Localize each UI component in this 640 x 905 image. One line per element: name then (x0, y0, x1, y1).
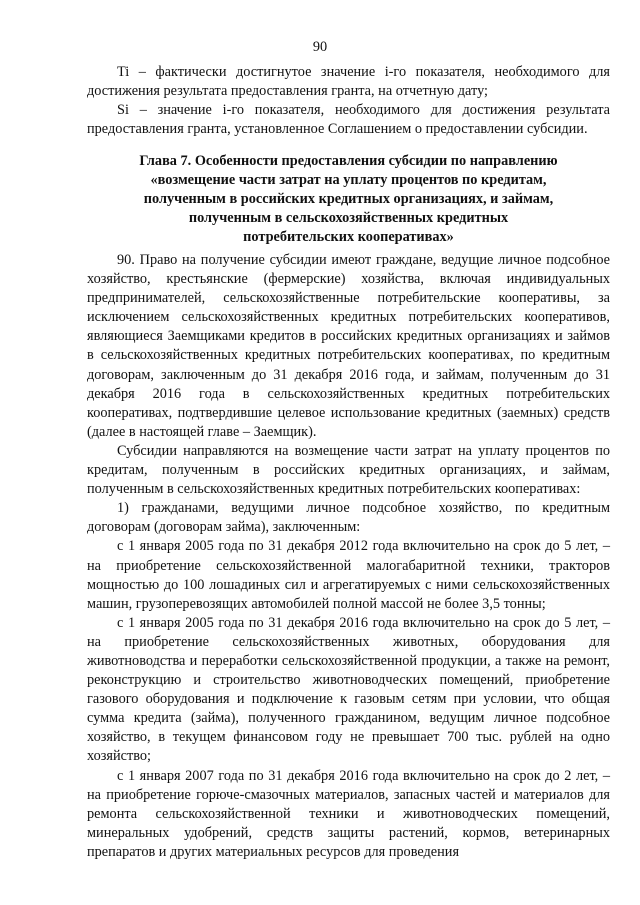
list-subitem-2005-2012: с 1 января 2005 года по 31 декабря 2012 года включительно на срок до 5 лет, – на приобретение сельскохозяйственной малогабаритной техники, тракторов мощностью до 100 лошадиных сил и агрегатируемых с ними сельскохозяйственных машин, грузоперевозящих автомобилей полной массой не более 3,5 тонны; (87, 538, 610, 612)
chapter-heading-line: полученным в российских кредитных организациях, и займам, (143, 191, 554, 208)
definitions-block (87, 63, 610, 139)
chapter-heading-line: Глава 7. Особенности предоставления субсидии по направлению (139, 153, 558, 169)
paragraph-90-eligibility: 90. Право на получение субсидии имеют граждане, ведущие личное подсобное хозяйство, крестьянские (фермерские) хозяйства, включая индивидуальных предпринимателей, сельскохозяйственные потребительские кооперативы, за исключением сельскохозяйственных кредитных потребительских кооперативов, являющиеся Заемщиками кредитов в российских кредитных организациях и займов в сельскохозяйственных кредитных потребительских кооперативах, по кредитным договорам, заключенным до 31 декабря 2016 года, и займам, полученным до 31 декабря 2016 года в сельскохозяйственных кредитных потребительских кооперативах, подтвердившие целевое использование кредитных (заемных) средств (далее в настоящей главе – Заемщик). (87, 252, 610, 440)
chapter-heading-line: потребительских кооперативах» (243, 229, 454, 246)
body-text (87, 251, 610, 862)
list-subitem-2005-2016: с 1 января 2005 года по 31 декабря 2016 года включительно на срок до 5 лет, – на приобретение сельскохозяйственных животных, оборудования для животноводства и переработки сельскохозяйственной продукции, а также на ремонт, реконструкцию и строительство животноводческих помещений, приобретение газового оборудования и подключение к газовым сетям при условии, что общая сумма кредита (займа), полученного гражданином, ведущим личное подсобное хозяйство, в текущем финансовом году не превышает 700 тыс. рублей на одно хозяйство; (87, 614, 610, 765)
page-number: 90 (312, 39, 328, 55)
list-item-1-citizens: 1) гражданами, ведущими личное подсобное хозяйство, по кредитным договорам (договорам займа), заключенным: (87, 500, 610, 536)
definition-si: Si – значение i-го показателя, необходимого для достижения результата предоставления гранта, установленное Соглашением о предоставлении субсидии. (87, 102, 610, 138)
paragraph-subsidy-purpose: Субсидии направляются на возмещение части затрат на уплату процентов по кредитам, полученным в российских кредитных организациях, и займам, полученным в сельскохозяйственных кредитных потребительских кооперативах: (87, 442, 610, 498)
definition-ti: Ti – фактически достигнутое значение i-го показателя, необходимого для достижения результата предоставления гранта, на отчетную дату; (87, 64, 610, 100)
list-subitem-2007-2016: с 1 января 2007 года по 31 декабря 2016 года включительно на срок до 2 лет, – на приобретение горюче-смазочных материалов, запасных частей и материалов для ремонта сельскохозяйственной техники и животноводческих помещений, минеральных удобрений, средств защиты растений, кормов, ветеринарных препаратов и других материальных ресурсов для проведения (87, 767, 610, 860)
chapter-heading-line: полученным в сельскохозяйственных кредитных (188, 210, 509, 227)
chapter-heading-line: «возмещение части затрат на уплату процентов по кредитам, (150, 172, 547, 189)
chapter-heading (87, 152, 610, 247)
